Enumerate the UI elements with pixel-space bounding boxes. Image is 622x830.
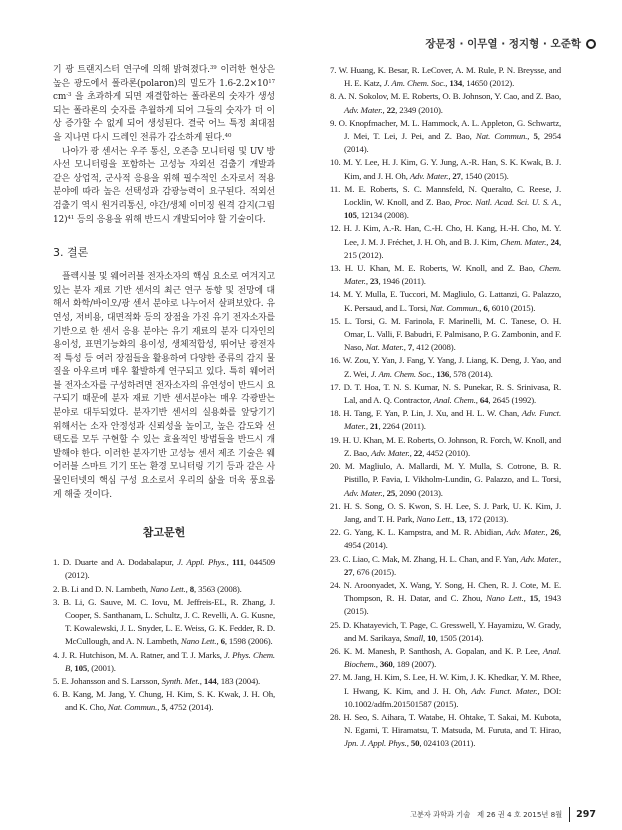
reference-separator: , — [382, 104, 387, 115]
page-footer — [410, 807, 596, 822]
reference-separator: , — [546, 236, 551, 247]
reference-pages-year: , 2349 (2010). — [395, 104, 443, 115]
reference-pages-year: , 1505 (2014). — [435, 632, 484, 643]
reference-authors: 6. B. Kang, M. Jang, Y. Chung, H. Kim, S. K. Kwak, J. H. Oh, and K. Cho, — [53, 689, 275, 713]
reference-authors: 16. W. Zou, Y. Yan, J. Fang, Y. Yang, J. Liang, K. Deng, J. Yao, and Z. Wei, — [330, 355, 561, 379]
reference-volume: 6 — [220, 636, 225, 647]
reference-item — [330, 64, 561, 90]
reference-volume: 21 — [369, 421, 379, 432]
reference-authors: 26. K. M. Manesh, P. Santhosh, A. Gopalan, and K. P. Lee, — [330, 645, 543, 656]
reference-item — [330, 354, 561, 380]
reference-item — [330, 671, 561, 711]
reference-journal: Small — [403, 632, 424, 643]
reference-separator: , — [475, 395, 480, 406]
reference-separator: , — [432, 368, 437, 379]
reference-pages-year: , 578 (2014). — [449, 368, 493, 379]
reference-item — [330, 315, 561, 355]
reference-separator: , — [406, 738, 411, 749]
exponent-sup: -3 — [66, 92, 72, 99]
reference-item — [330, 553, 561, 579]
reference-pages-year: , 1943 (2015). — [344, 593, 561, 617]
reference-volume: 7 — [407, 342, 413, 353]
reference-pages-year: , 412 (2008). — [412, 342, 456, 353]
reference-volume: 5 — [161, 702, 166, 713]
reference-volume: 134 — [449, 78, 463, 89]
reference-journal: Nat. Commun. — [429, 302, 480, 313]
text-span: 을 초과하게 되면 재결합하는 폴라론의 숫자가 생성되는 폴라론의 숫자를 추월하게 되어 그들의 숫자가 더 이상 증가할 수 없게 되어 생성된다. 결국 어느 특정 최대점을 지나면 다시 드레인 전류가 감소하게 된다. — [53, 92, 275, 143]
reference-authors: 14. M. Y. Mulla, E. Tuccori, M. Magliulo, G. Lattanzi, G. Palazzo, K. Persaud, and L. Torsi, — [330, 289, 561, 313]
reference-authors: 25. D. Khatayevich, T. Page, C. Gresswell, Y. Hayamizu, W. Grady, and M. Sarikaya, — [330, 619, 561, 643]
reference-volume: 25 — [386, 487, 396, 498]
reference-separator: , — [375, 659, 380, 670]
reference-authors: 9. O. Knopfmacher, M. L. Hammock, A. L. Appleton, G. Schwartz, J. Mei, T. Lei, J. Pei, and Z. Bao, — [330, 117, 561, 142]
reference-journal: Adv. Mater. — [520, 553, 559, 564]
reference-separator: , — [479, 302, 484, 313]
page-number: 297 — [576, 809, 596, 820]
reference-journal: Anal. Chem. — [433, 395, 476, 406]
reference-separator: , — [545, 527, 551, 538]
reference-authors: 11. M. E. Roberts, S. C. Mannsfeld, N. Queralto, C. Reese, J. Locklin, W. Knoll, and Z. Bao, — [330, 183, 561, 208]
reference-authors: 3. B. Li, G. Sauve, M. C. Iovu, M. Jeffreis-EL, R. Zhang, J. Cooper, S. Santhanam, L. Schultz, J. C. Revelli, A. G. Kusne, T. Kowalewski, J. L. Snyder, L. E. Weiss, G. K. Fedder, R. D. McCullough, and A. N. Lambeth, — [53, 596, 275, 647]
reference-authors: 2. B. Li and D. N. Lambeth, — [53, 583, 150, 594]
reference-item — [53, 596, 275, 649]
reference-item — [330, 156, 561, 182]
reference-volume: 105 — [74, 662, 88, 673]
reference-item — [53, 688, 275, 714]
reference-authors: 18. H. Tang, F. Yan, P. Lin, J. Xu, and H. L. W. Chan, — [330, 408, 522, 419]
reference-volume: 136 — [436, 368, 450, 379]
reference-journal: Adv. Mater. — [344, 104, 383, 115]
ring-icon — [586, 39, 596, 49]
reference-pages-year: , 12134 (2008). — [356, 210, 409, 221]
reference-item — [330, 460, 561, 500]
reference-pages-year: , 4752 (2014). — [165, 702, 214, 713]
reference-separator: , — [403, 342, 408, 353]
reference-authors: 10. M. Y. Lee, H. J. Kim, G. Y. Jung, A.-R. Han, S. K. Kwak, B. J. Kim, and J. H. Oh, — [330, 157, 561, 181]
conclusion-paragraph: 플렉시블 및 웨어러블 전자소자의 핵심 요소로 여겨지고 있는 분자 재료 기반 센서의 최근 연구 동향 및 전망에 대해서 화학/바이오/광 센서 분야로 나누어서 살펴보았다. 유연성, 저비용, 대면적화 등의 장점을 가진 유기 전자소자를 기반으로 한 센서 응용 분야는 유기 재료의 분자 디자인의 용이성, 표면기능화의 용이성, 생체적합성, 뛰어난 광전자적 특성 등 여러 장점들을 활용하여 다양한 종류의 감지 물질을 아우르며 매우 활발하게 연구되고 있다. 특히 웨어러블 전자소자를 구성하려면 전자소자의 유연성이 반드시 요구되기 때문에 분자 재료 기반 센서분야는 매우 각광받는 분야로 대두되었다. 분자기반 센서의 실용화를 앞당기기 위해서는 소자 안정성과 신뢰성을 높이고, 높은 감도와 선택도를 모두 구현할 수 있는 효율적인 방법들을 반드시 개발해야 한다. 이러한 분자기반 고성능 센서 제조 기술은 웨어러블 스마트 기기 또는 환경 모니터링 기기 등과 같은 사물인터넷의 핵심 구성 요소로서 우리의 삶을 더욱 풍요롭게 해줄 것이다. — [53, 272, 275, 500]
reference-pages-year: , 2264 (2011). — [378, 421, 426, 432]
reference-authors: 17. D. T. Hoa, T. N. S. Kumar, N. S. Punekar, R. S. Srinivasa, R. Lal, and A. Q. Contractor, — [330, 381, 561, 406]
reference-volume: 26 — [550, 527, 559, 538]
reference-list-left — [53, 556, 275, 714]
reference-journal: Adv. Funct. Mater. — [344, 408, 561, 432]
footer-journal: 고분자 과학과 기술 — [410, 809, 471, 819]
reference-pages-year: , 172 (2013). — [464, 513, 509, 524]
text-span: 나아가 광 센서는 우주 통신, 오존층 모니터링 및 UV 방사선 모니터링을 포함하는 고성능 자외선 검출기 개발과 같은 상업적, 군사적 응용을 위해 필수적인 소자로서 적용 분야에 따라 높은 선택성과 감광능력이 요구된다. 적외선 검출기 역시 원거리통신, 야간/생체 이미징 원격 감지(그림 12) — [53, 146, 275, 225]
reference-journal: Adv. Mater. — [344, 487, 383, 498]
reference-journal: Jpn. J. Appl. Phys. — [344, 738, 407, 749]
reference-pages-year: , 1540 (2015). — [460, 170, 509, 181]
reference-volume: 8 — [189, 583, 194, 594]
reference-journal: Anal. Biochem. — [344, 645, 561, 670]
reference-pages-year: , 2954 (2014). — [344, 131, 561, 155]
reference-authors: 8. A. N. Sokolov, M. E. Roberts, O. B. Johnson, Y. Cao, and Z. Bao, — [330, 91, 561, 102]
reference-authors: 1. D. Duarte and A. Dodabalapur, — [53, 557, 178, 568]
reference-journal: Nat. Commun. — [107, 702, 158, 713]
reference-journal: J. Appl. Phys. — [177, 557, 227, 568]
reference-volume: 24 — [550, 236, 559, 247]
reference-journal: Nat. Commun. — [475, 131, 528, 142]
reference-authors: 21. H. S. Song, O. S. Kwon, S. H. Lee, S. J. Park, U. K. Kim, J. Jang, and T. H. Park, — [330, 500, 561, 524]
reference-separator: , — [365, 421, 370, 432]
reference-authors: 15. L. Torsi, G. M. Farinola, F. Marinelli, M. C. Tanese, O. H. Omar, L. Valli, F. Babudri, F. Palmisano, P. G. Zambonin, and F. Naso, — [330, 315, 561, 353]
reference-separator: , — [185, 583, 190, 594]
reference-volume: 10 — [427, 632, 436, 643]
reference-separator: , — [445, 78, 450, 89]
reference-pages-year: , (2001). — [87, 662, 116, 673]
footer-volume: 제 26 권 4 호 2015년 8월 — [477, 809, 563, 819]
citation-sup: 39 — [209, 65, 217, 71]
reference-volume: 111 — [232, 557, 244, 568]
reference-item — [330, 579, 561, 619]
body-paragraph-1 — [53, 64, 275, 146]
reference-pages-year: , 4452 (2010). — [422, 447, 471, 458]
reference-item — [330, 288, 561, 314]
reference-pages-year: , 2090 (2013). — [395, 487, 443, 498]
reference-item — [53, 649, 275, 675]
reference-separator: , — [423, 632, 428, 643]
reference-authors: 23. C. Liao, C. Mak, M. Zhang, H. L. Chan, and F. Yan, — [330, 553, 521, 564]
reference-volume: 22 — [386, 104, 396, 115]
reference-journal: J. Am. Chem. Soc. — [383, 78, 446, 89]
reference-pages-year: , 14650 (2012). — [462, 78, 515, 89]
reference-journal: Nano Lett. — [180, 636, 217, 647]
reference-journal: Adv. Funct. Mater. — [471, 685, 538, 696]
reference-authors: 5. E. Johansson and S. Larsson, — [53, 676, 162, 687]
text-span: 기 광 트랜지스터 연구에 의해 밝혀졌다. — [53, 65, 210, 75]
right-column — [330, 64, 561, 751]
reference-item — [330, 526, 561, 552]
reference-authors: 7. W. Huang, K. Besar, R. LeCover, A. M. Rule, P. N. Breysse, and H. E. Katz, — [330, 65, 561, 89]
reference-journal: Nano Lett. — [416, 513, 453, 524]
reference-separator: , — [523, 593, 530, 604]
reference-volume: 105 — [344, 210, 357, 221]
reference-separator: , — [216, 636, 221, 647]
reference-separator: , — [365, 276, 370, 287]
reference-separator: , — [382, 487, 387, 498]
reference-authors: 28. H. Seo, S. Aihara, T. Watabe, H. Ohtake, T. Sakai, M. Kubota, N. Egami, T. Hiramatsu, T. Matsuda, M. Furuta, and T. Hirao, — [330, 711, 561, 736]
reference-volume: 23 — [369, 276, 379, 287]
reference-volume: 15 — [529, 593, 539, 604]
reference-separator: , — [226, 557, 233, 568]
reference-authors: 12. H. J. Kim, A.-R. Han, C.-H. Cho, H. Kang, H.-H. Cho, M. Y. Lee, J. M. J. Fréchet, J. H. Oh, and B. J. Kim, — [330, 223, 561, 247]
reference-item — [53, 583, 275, 596]
reference-authors: 27. M. Jang, H. Kim, S. Lee, H. W. Kim, J. K. Khedkar, Y. M. Rhee, I. Hwang, K. Kim, and J. H. Oh, — [330, 672, 561, 696]
reference-pages-year: , 1598 (2006). — [224, 636, 273, 647]
text-span: cm — [53, 92, 67, 103]
left-column — [53, 64, 275, 715]
running-header — [425, 36, 596, 51]
reference-separator: , DOI: 10.1002/adfm.201501587 (2015). — [344, 685, 561, 709]
citation-sup: 40 — [224, 132, 232, 139]
reference-volume: 64 — [479, 395, 489, 406]
reference-list-right — [330, 64, 561, 751]
section-title-conclusion: 3. 결론 — [53, 246, 89, 260]
reference-separator: , — [70, 662, 75, 673]
reference-item — [330, 500, 561, 526]
reference-journal: Nano Lett. — [486, 593, 524, 604]
reference-volume: 22 — [413, 447, 423, 458]
reference-journal: Adv. Mater. — [506, 527, 546, 538]
reference-authors: 24. N. Aroonyadet, X. Wang, Y. Song, H. Chen, R. J. Cote, M. E. Thompson, R. H. Datar, and C. Zhou, — [330, 579, 561, 604]
reference-volume: 50 — [410, 738, 420, 749]
reference-item — [330, 381, 561, 407]
reference-volume: 13 — [456, 513, 465, 524]
reference-journal: J. Phys. Chem. B — [65, 649, 275, 673]
reference-pages-year: , 3563 (2008). — [193, 583, 242, 594]
references-title: 참고문헌 — [142, 526, 186, 540]
reference-separator: , — [558, 197, 561, 208]
reference-volume: 27 — [452, 170, 461, 181]
reference-pages-year: , 4954 (2014). — [344, 527, 561, 551]
reference-item — [330, 407, 561, 433]
citation-sup: 41 — [67, 214, 75, 221]
reference-item — [330, 711, 561, 751]
reference-authors: 20. M. Magliulo, A. Mallardi, M. Y. Mulla, S. Cotrone, B. R. Pistillo, P. Favia, I. Vikholm-Lundin, G. Palazzo, and L. Torsi, — [330, 461, 561, 485]
reference-journal: Adv. Mater. — [371, 447, 410, 458]
reference-volume: 6 — [483, 302, 488, 313]
reference-item — [330, 434, 561, 460]
reference-item — [53, 675, 275, 688]
reference-journal: J. Am. Chem. Soc. — [370, 368, 433, 379]
exponent-sup: 17 — [268, 78, 275, 85]
reference-item — [330, 117, 561, 157]
body-paragraph-2 — [53, 146, 275, 228]
reference-journal: Proc. Natl. Acad. Sci. U. S. A. — [454, 197, 559, 208]
reference-pages-year: , 024103 (2011). — [419, 738, 476, 749]
reference-item — [330, 645, 561, 671]
reference-journal: Adv. Mater. — [409, 170, 449, 181]
reference-pages-year: , 676 (2015). — [352, 566, 396, 577]
reference-journal: Chem. Mater. — [344, 263, 561, 287]
reference-pages-year: , 2645 (1992). — [488, 395, 537, 406]
reference-item — [330, 619, 561, 645]
reference-authors: 4. J. R. Hutchison, M. A. Ratner, and T. J. Marks, — [53, 649, 225, 660]
reference-pages-year: , 044509 (2012). — [65, 557, 275, 581]
reference-journal: Nano Lett. — [149, 583, 186, 594]
reference-separator: , — [452, 513, 457, 524]
reference-volume: 5 — [533, 131, 538, 142]
footer-divider — [569, 807, 570, 822]
reference-item — [330, 90, 561, 116]
reference-separator: , — [409, 447, 414, 458]
reference-separator: , — [527, 131, 534, 142]
reference-item — [330, 222, 561, 262]
reference-pages-year: , 189 (2007). — [392, 659, 437, 670]
text-span: 이러한 현상은 높은 광도에서 폴라론(polaron)의 밀도가 1.6-2.2×10 — [53, 65, 275, 89]
reference-journal: Nat. Mater. — [365, 342, 404, 353]
header-authors: 장문정 · 이무열 · 정지형 · 오준학 — [425, 38, 581, 50]
reference-item — [330, 262, 561, 288]
reference-pages-year: , 183 (2004). — [216, 676, 261, 687]
reference-separator: , — [558, 553, 561, 564]
reference-separator: , — [448, 170, 453, 181]
text-span: 등의 응용을 위해 반드시 개발되어야 할 기술이다. — [74, 214, 266, 225]
reference-volume: 144 — [203, 676, 217, 687]
reference-separator: , — [157, 702, 162, 713]
reference-item — [53, 556, 275, 582]
reference-journal: Chem. Mater. — [500, 236, 547, 247]
reference-volume: 360 — [379, 659, 393, 670]
reference-item — [330, 183, 561, 223]
reference-volume: 27 — [344, 566, 353, 577]
reference-authors: 19. H. U. Khan, M. E. Roberts, O. Johnson, R. Forch, W. Knoll, and Z. Bao, — [330, 434, 561, 458]
reference-separator: , — [199, 676, 204, 687]
reference-journal: Synth. Met. — [161, 676, 200, 687]
reference-pages-year: , 1946 (2011). — [378, 276, 426, 287]
reference-pages-year: , 215 (2012). — [344, 236, 561, 260]
reference-authors: 22. G. Yang, K. L. Kampstra, and M. R. Abidian, — [330, 527, 507, 538]
reference-pages-year: , 6010 (2015). — [487, 302, 536, 313]
reference-authors: 13. H. U. Khan, M. E. Roberts, W. Knoll, and Z. Bao, — [330, 263, 540, 274]
